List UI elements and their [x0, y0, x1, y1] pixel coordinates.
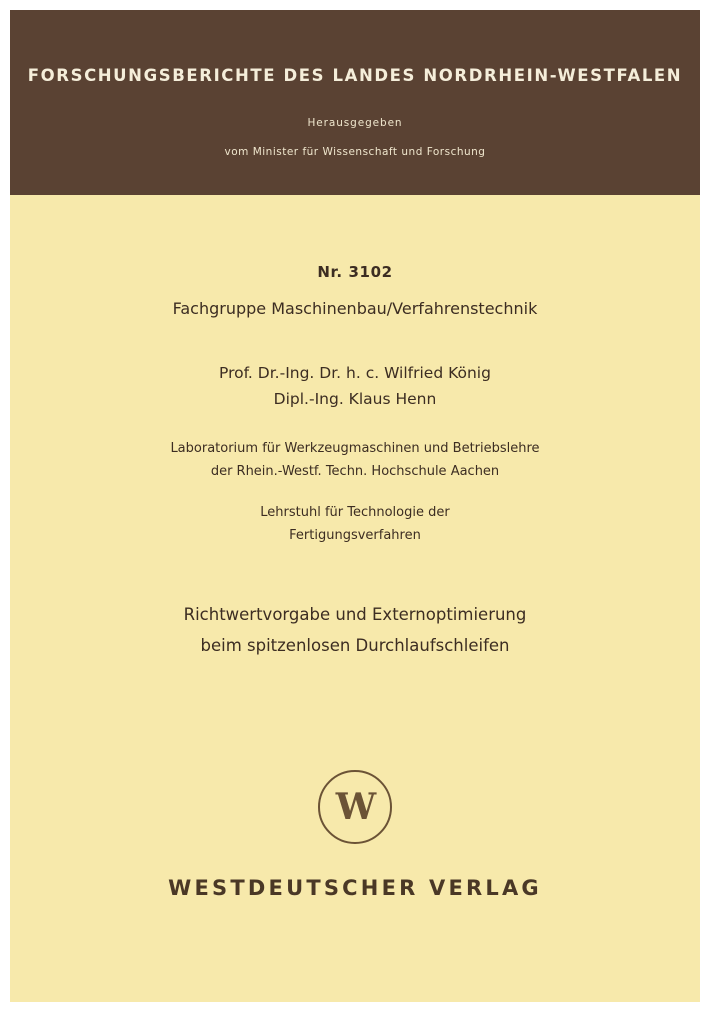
publisher-logo-icon [318, 770, 392, 844]
series-title: FORSCHUNGSBERICHTE DES LANDES NORDRHEIN-WESTFALEN [27, 66, 683, 85]
publisher-block [10, 770, 700, 900]
document-title [10, 599, 700, 661]
author-name: Dipl.-Ing. Klaus Henn [273, 390, 437, 408]
author-list [10, 360, 700, 412]
author-name: Prof. Dr.-Ing. Dr. h. c. Wilfried König [219, 364, 491, 382]
page-margin-bottom [0, 1002, 710, 1020]
series-header-band [10, 10, 700, 195]
affiliation [10, 437, 700, 483]
page-margin-right [700, 0, 710, 1020]
document-title-line: Richtwertvorgabe und Externoptimierung [183, 605, 527, 624]
publisher-name: WESTDEUTSCHER VERLAG [168, 876, 542, 900]
editor-label: Herausgegeben [307, 117, 403, 129]
affiliation-secondary [10, 501, 700, 547]
affiliation-line: Lehrstuhl für Technologie der [260, 505, 450, 520]
report-number: Nr. 3102 [317, 263, 393, 281]
affiliation-line: Laboratorium für Werkzeugmaschinen und Betriebslehre [170, 441, 540, 456]
affiliation-line: Fertigungsverfahren [289, 528, 421, 543]
document-title-line: beim spitzenlosen Durchlaufschleifen [200, 636, 510, 655]
page-margin-top [0, 0, 710, 10]
cover-body [10, 195, 700, 1002]
affiliation-line: der Rhein.-Westf. Techn. Hochschule Aachen [210, 464, 500, 479]
page-margin-left [0, 0, 10, 1020]
publisher-logo-letter: W [335, 786, 375, 828]
subject-group: Fachgruppe Maschinenbau/Verfahrenstechnik [172, 299, 538, 318]
editor-body: vom Minister für Wissenschaft und Forschung [224, 146, 486, 158]
